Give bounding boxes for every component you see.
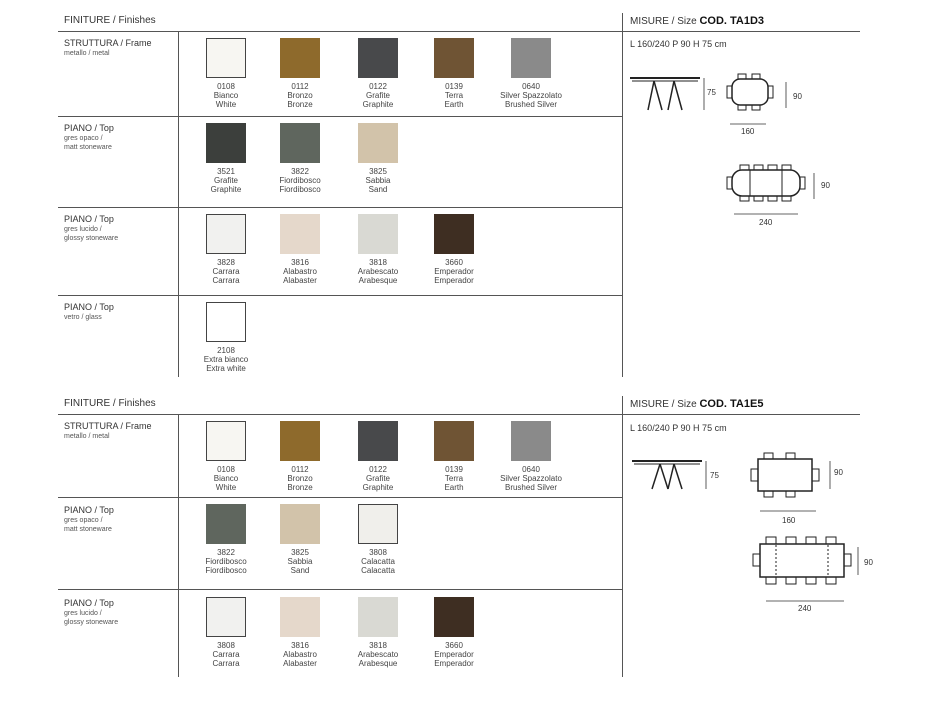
row-label-matt-top bbox=[64, 123, 174, 152]
swatch-name-it: Silver Spazzolato bbox=[500, 91, 562, 100]
height-dimension: 75 bbox=[710, 471, 719, 480]
width-dimension-240: 240 bbox=[759, 218, 773, 227]
swatch-color-chip bbox=[280, 421, 320, 461]
size-label: MISURE / Size bbox=[630, 399, 697, 410]
swatch-color-chip bbox=[206, 597, 246, 637]
finish-swatch bbox=[264, 38, 336, 109]
divider bbox=[622, 396, 623, 677]
row-subtitle: metallo / metal bbox=[64, 50, 110, 57]
row-title: PIANO / Top bbox=[64, 302, 114, 312]
finish-swatch bbox=[342, 504, 414, 575]
swatch-code: 3816 bbox=[291, 258, 309, 267]
finish-swatch bbox=[190, 214, 262, 285]
swatch-code: 3660 bbox=[445, 641, 463, 650]
row-title: PIANO / Top bbox=[64, 214, 114, 224]
swatch-name-it: Bianco bbox=[213, 474, 239, 483]
swatch-name-en: Arabesque bbox=[358, 659, 398, 668]
swatch-name-it: Arabescato bbox=[357, 650, 399, 659]
finish-swatch bbox=[495, 421, 567, 492]
swatch-color-chip bbox=[358, 504, 398, 544]
row-label-frame bbox=[64, 38, 174, 58]
swatch-name-it: Alabastro bbox=[283, 650, 317, 659]
swatch-code: 3825 bbox=[291, 548, 309, 557]
table-plan-240-diagram bbox=[752, 535, 864, 609]
divider bbox=[58, 414, 622, 415]
swatch-name-en: Sand bbox=[368, 185, 388, 194]
swatch-name-en: Arabesque bbox=[358, 276, 398, 285]
size-code: COD. TA1D3 bbox=[699, 15, 765, 27]
swatch-code: 0640 bbox=[522, 465, 540, 474]
height-dimension: 75 bbox=[707, 88, 716, 97]
width-dimension-240: 240 bbox=[798, 604, 812, 613]
table-plan-160-diagram bbox=[750, 451, 840, 521]
row-subtitle: metallo / metal bbox=[64, 433, 110, 440]
swatch-name-it: Grafite bbox=[213, 176, 238, 185]
swatch-name-en: Graphite bbox=[362, 100, 394, 109]
size-header bbox=[630, 15, 764, 27]
table-plan-160-diagram bbox=[726, 72, 806, 142]
swatch-color-chip bbox=[280, 123, 320, 163]
swatch-name-it: Emperador bbox=[434, 650, 474, 659]
finish-swatch bbox=[342, 38, 414, 109]
swatch-name-en: Alabaster bbox=[283, 276, 317, 285]
swatch-code: 0108 bbox=[217, 82, 235, 91]
swatch-name-en: Emperador bbox=[434, 659, 474, 668]
row-subtitle: gres opaco / bbox=[64, 135, 103, 142]
swatch-color-chip bbox=[358, 123, 398, 163]
swatch-code: 3816 bbox=[291, 641, 309, 650]
row-title: STRUTTURA / Frame bbox=[64, 421, 152, 431]
row-subtitle-2: glossy stoneware bbox=[64, 235, 119, 242]
finishes-block-2 bbox=[0, 383, 934, 683]
depth-dimension-90: 90 bbox=[864, 558, 873, 567]
finish-swatch bbox=[190, 421, 262, 492]
swatch-color-chip bbox=[358, 38, 398, 78]
swatch-color-chip bbox=[280, 504, 320, 544]
swatch-code: 3825 bbox=[369, 167, 387, 176]
swatch-color-chip bbox=[511, 421, 551, 461]
finish-swatch bbox=[342, 214, 414, 285]
finish-swatch bbox=[264, 597, 336, 668]
depth-dimension-90: 90 bbox=[821, 181, 830, 190]
swatch-name-en: Earth bbox=[444, 100, 464, 109]
finish-swatch bbox=[190, 38, 262, 109]
finish-swatch bbox=[418, 38, 490, 109]
finish-swatch bbox=[190, 504, 262, 575]
size-header bbox=[630, 398, 763, 410]
swatch-name-en: Carrara bbox=[212, 276, 240, 285]
divider bbox=[622, 31, 860, 32]
finish-swatch bbox=[495, 38, 567, 109]
swatch-name-en: Bronze bbox=[287, 483, 313, 492]
row-label-matt-top bbox=[64, 505, 174, 534]
divider bbox=[178, 31, 179, 377]
row-subtitle: gres lucido / bbox=[64, 226, 102, 233]
depth-dimension-90: 90 bbox=[793, 92, 802, 101]
swatch-code: 0112 bbox=[291, 465, 309, 474]
swatch-name-en: Carrara bbox=[212, 659, 240, 668]
finishes-title: FINITURE / Finishes bbox=[64, 15, 156, 26]
swatch-name-en: Bronze bbox=[287, 100, 313, 109]
swatch-color-chip bbox=[511, 38, 551, 78]
swatch-name-en: Emperador bbox=[434, 276, 474, 285]
finish-swatch bbox=[342, 597, 414, 668]
finish-swatch bbox=[264, 123, 336, 194]
row-label-glass-top bbox=[64, 302, 174, 322]
row-subtitle: vetro / glass bbox=[64, 314, 102, 321]
width-dimension-160: 160 bbox=[782, 516, 796, 525]
swatch-name-it: Sabbia bbox=[365, 176, 391, 185]
swatch-name-it: Grafite bbox=[365, 474, 390, 483]
swatch-color-chip bbox=[358, 421, 398, 461]
swatch-code: 0112 bbox=[291, 82, 309, 91]
finish-swatch bbox=[418, 214, 490, 285]
swatch-name-en: White bbox=[215, 483, 237, 492]
row-title: PIANO / Top bbox=[64, 123, 114, 133]
row-title: STRUTTURA / Frame bbox=[64, 38, 152, 48]
swatch-name-en: Brushed Silver bbox=[504, 483, 558, 492]
finish-swatch bbox=[264, 421, 336, 492]
swatch-code: 3822 bbox=[291, 167, 309, 176]
swatch-color-chip bbox=[206, 38, 246, 78]
swatch-color-chip bbox=[434, 597, 474, 637]
swatch-name-en: Brushed Silver bbox=[504, 100, 558, 109]
swatch-name-it: Bronzo bbox=[287, 91, 313, 100]
finishes-title: FINITURE / Finishes bbox=[64, 398, 156, 409]
swatch-name-it: Extra bianco bbox=[203, 355, 249, 364]
swatch-color-chip bbox=[206, 504, 246, 544]
table-side-view-diagram bbox=[630, 457, 730, 507]
row-subtitle: gres lucido / bbox=[64, 610, 102, 617]
swatch-name-en: White bbox=[215, 100, 237, 109]
swatch-code: 3828 bbox=[217, 258, 235, 267]
finish-swatch bbox=[190, 597, 262, 668]
depth-dimension-90: 90 bbox=[834, 468, 843, 477]
table-plan-240-diagram bbox=[726, 163, 826, 223]
swatch-name-it: Carrara bbox=[212, 267, 240, 276]
swatch-name-it: Terra bbox=[444, 91, 464, 100]
finish-swatch bbox=[418, 597, 490, 668]
swatch-code: 0139 bbox=[445, 465, 463, 474]
divider bbox=[58, 116, 622, 117]
swatch-name-it: Terra bbox=[444, 474, 464, 483]
swatch-name-en: Extra white bbox=[206, 364, 246, 373]
swatch-color-chip bbox=[358, 597, 398, 637]
swatch-name-en: Fiordibosco bbox=[279, 185, 321, 194]
swatch-name-en: Earth bbox=[444, 483, 464, 492]
size-code: COD. TA1E5 bbox=[699, 398, 764, 410]
row-title: PIANO / Top bbox=[64, 505, 114, 515]
swatch-name-it: Bianco bbox=[213, 91, 239, 100]
swatch-code: 2108 bbox=[217, 346, 235, 355]
swatch-name-en: Fiordibosco bbox=[205, 566, 247, 575]
swatch-color-chip bbox=[280, 214, 320, 254]
swatch-code: 3808 bbox=[369, 548, 387, 557]
swatch-color-chip bbox=[280, 38, 320, 78]
divider bbox=[622, 13, 623, 377]
divider bbox=[178, 414, 179, 677]
row-subtitle-2: glossy stoneware bbox=[64, 619, 119, 626]
swatch-color-chip bbox=[206, 421, 246, 461]
swatch-color-chip bbox=[434, 214, 474, 254]
finish-swatch bbox=[418, 421, 490, 492]
swatch-name-it: Emperador bbox=[434, 267, 474, 276]
swatch-name-it: Fiordibosco bbox=[205, 557, 247, 566]
finish-swatch bbox=[342, 123, 414, 194]
row-subtitle-2: matt stoneware bbox=[64, 526, 112, 533]
finish-swatch bbox=[190, 123, 262, 194]
row-label-glossy-top bbox=[64, 598, 174, 627]
swatch-code: 3660 bbox=[445, 258, 463, 267]
swatch-color-chip bbox=[434, 421, 474, 461]
divider bbox=[622, 414, 860, 415]
swatch-code: 3808 bbox=[217, 641, 235, 650]
swatch-name-it: Bronzo bbox=[287, 474, 313, 483]
row-subtitle-2: matt stoneware bbox=[64, 144, 112, 151]
swatch-name-en: Sand bbox=[290, 566, 310, 575]
finish-swatch bbox=[342, 421, 414, 492]
swatch-color-chip bbox=[206, 123, 246, 163]
size-label: MISURE / Size bbox=[630, 16, 697, 27]
swatch-name-it: Alabastro bbox=[283, 267, 317, 276]
swatch-code: 3818 bbox=[369, 258, 387, 267]
divider bbox=[58, 497, 622, 498]
finish-swatch bbox=[264, 214, 336, 285]
swatch-code: 0122 bbox=[369, 82, 387, 91]
divider bbox=[58, 589, 622, 590]
swatch-name-it: Sabbia bbox=[287, 557, 313, 566]
swatch-color-chip bbox=[280, 597, 320, 637]
swatch-code: 3521 bbox=[217, 167, 235, 176]
dimensions-text: L 160/240 P 90 H 75 cm bbox=[630, 423, 727, 433]
swatch-name-it: Silver Spazzolato bbox=[500, 474, 562, 483]
swatch-name-it: Calacatta bbox=[361, 557, 395, 566]
row-label-frame bbox=[64, 421, 174, 441]
row-subtitle: gres opaco / bbox=[64, 517, 103, 524]
swatch-color-chip bbox=[358, 214, 398, 254]
divider bbox=[58, 295, 622, 296]
divider bbox=[58, 207, 622, 208]
swatch-code: 0640 bbox=[522, 82, 540, 91]
width-dimension-160: 160 bbox=[741, 127, 755, 136]
swatch-code: 0108 bbox=[217, 465, 235, 474]
row-label-glossy-top bbox=[64, 214, 174, 243]
swatch-name-en: Alabaster bbox=[283, 659, 317, 668]
swatch-name-it: Carrara bbox=[212, 650, 240, 659]
swatch-code: 3818 bbox=[369, 641, 387, 650]
swatch-code: 0122 bbox=[369, 465, 387, 474]
dimensions-text: L 160/240 P 90 H 75 cm bbox=[630, 39, 727, 49]
swatch-name-it: Fiordibosco bbox=[279, 176, 321, 185]
swatch-code: 3822 bbox=[217, 548, 235, 557]
swatch-color-chip bbox=[206, 302, 246, 342]
swatch-name-it: Grafite bbox=[365, 91, 390, 100]
swatch-color-chip bbox=[434, 38, 474, 78]
divider bbox=[58, 31, 622, 32]
swatch-color-chip bbox=[206, 214, 246, 254]
row-title: PIANO / Top bbox=[64, 598, 114, 608]
finish-swatch bbox=[264, 504, 336, 575]
swatch-code: 0139 bbox=[445, 82, 463, 91]
swatch-name-en: Graphite bbox=[362, 483, 394, 492]
finish-swatch bbox=[190, 302, 262, 373]
swatch-name-en: Graphite bbox=[210, 185, 242, 194]
swatch-name-en: Calacatta bbox=[361, 566, 395, 575]
swatch-name-it: Arabescato bbox=[357, 267, 399, 276]
